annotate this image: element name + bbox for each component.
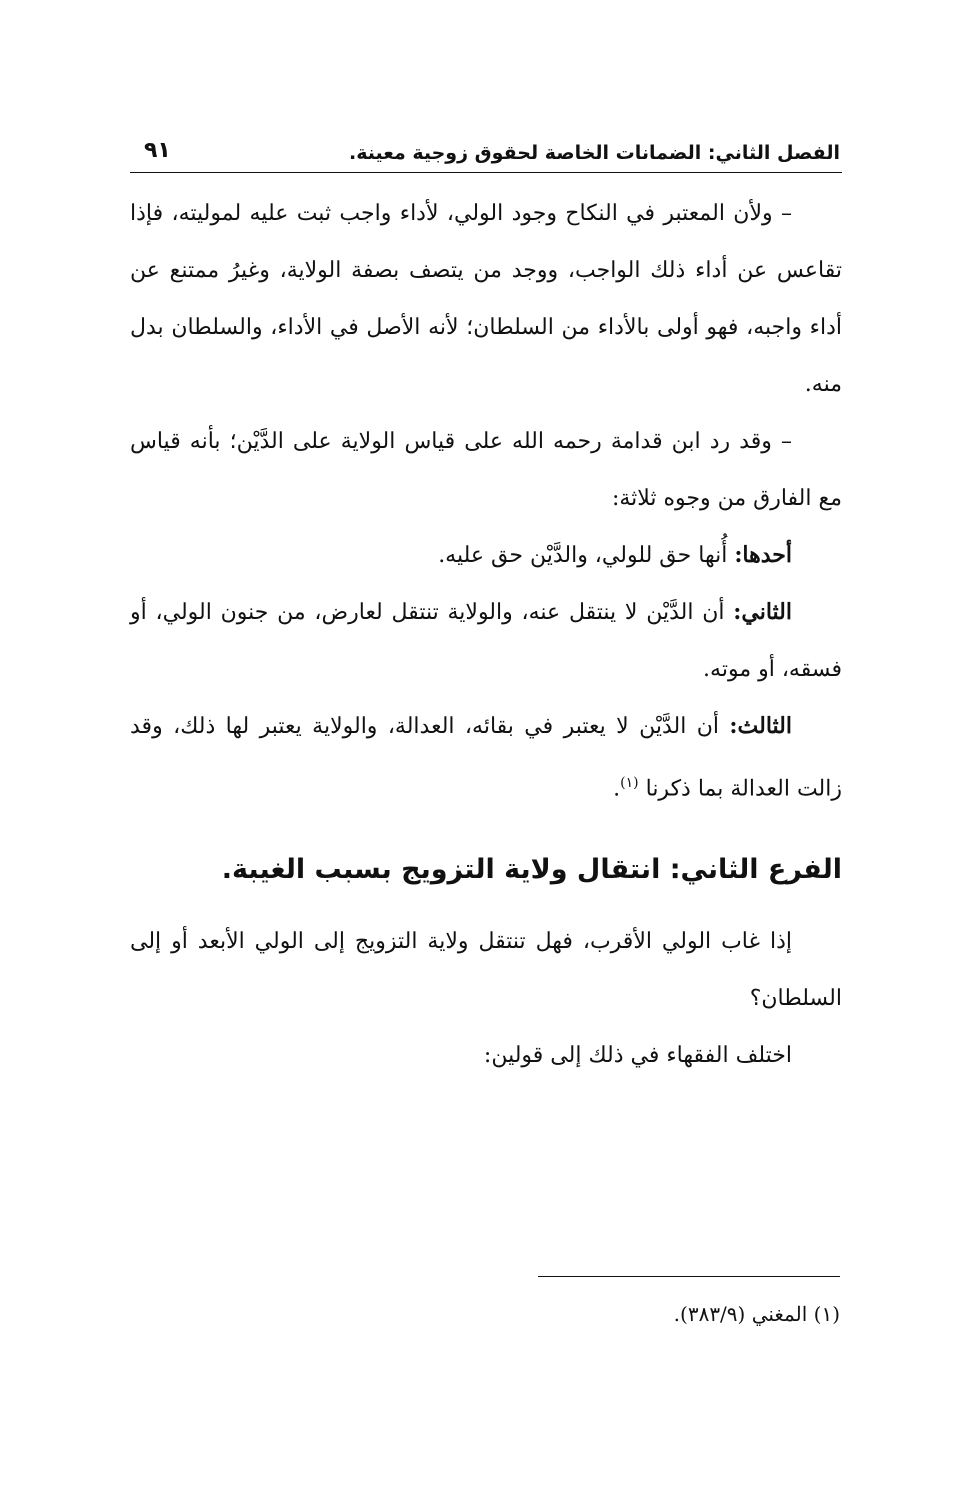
header-title: الفصل الثاني: الضمانات الخاصة لحقوق زوجية معينة. bbox=[348, 142, 840, 164]
footnote-divider bbox=[538, 1276, 840, 1277]
point-text-third-tail: . bbox=[613, 776, 621, 802]
point-label-first: أحدها: bbox=[734, 542, 792, 568]
paragraph-first-point bbox=[130, 527, 842, 584]
point-text-first: أُنها حق للولي، والدَّيْن حق عليه. bbox=[438, 543, 735, 568]
paragraph-2: – وقد رد ابن قدامة رحمه الله على قياس الولاية على الدَّيْن؛ بأنه قياس مع الفارق من وجوه ثلاثة: bbox=[130, 429, 842, 511]
body-text bbox=[130, 185, 842, 1084]
page bbox=[130, 138, 842, 1084]
point-text-third: أن الدَّيْن لا يعتبر في بقائه، العدالة، والولاية يعتبر لها ذلك، وقد زالت العدالة بما ذكرنا bbox=[130, 714, 842, 802]
paragraph-second-point bbox=[130, 584, 842, 698]
point-label-second: الثاني: bbox=[733, 599, 792, 625]
paragraph-1: – ولأن المعتبر في النكاح وجود الولي، لأداء واجب ثبت عليه لموليته، فإذا تقاعس عن أداء ذلك الواجب، ووجد من يتصف بصفة الولاية، وغيرُ ممتنع عن أداء واجبه، فهو أولى بالأداء من السلطان؛ لأنه الأصل في الأداء، والسلطان بدل منه. bbox=[130, 201, 842, 397]
point-text-second: أن الدَّيْن لا ينتقل عنه، والولاية تنتقل لعارض، من جنون الولي، أو فسقه، أو موته. bbox=[130, 600, 842, 682]
running-header bbox=[130, 138, 842, 173]
footnote-reference[interactable]: (١) bbox=[620, 775, 639, 791]
paragraph-4: اختلف الفقهاء في ذلك إلى قولين: bbox=[483, 1043, 792, 1069]
section-title: الفرع الثاني: انتقال ولاية التزويج بسبب الغيبة. bbox=[221, 854, 842, 886]
paragraph-third-point bbox=[130, 698, 842, 817]
footnote: (١) المغني (٣٨٣/٩). bbox=[673, 1302, 840, 1326]
point-label-third: الثالث: bbox=[729, 713, 792, 739]
paragraph-3: إذا غاب الولي الأقرب، فهل تنتقل ولاية التزويج إلى الولي الأبعد أو إلى السلطان؟ bbox=[130, 929, 842, 1012]
page-number: ٩١ bbox=[144, 138, 171, 163]
